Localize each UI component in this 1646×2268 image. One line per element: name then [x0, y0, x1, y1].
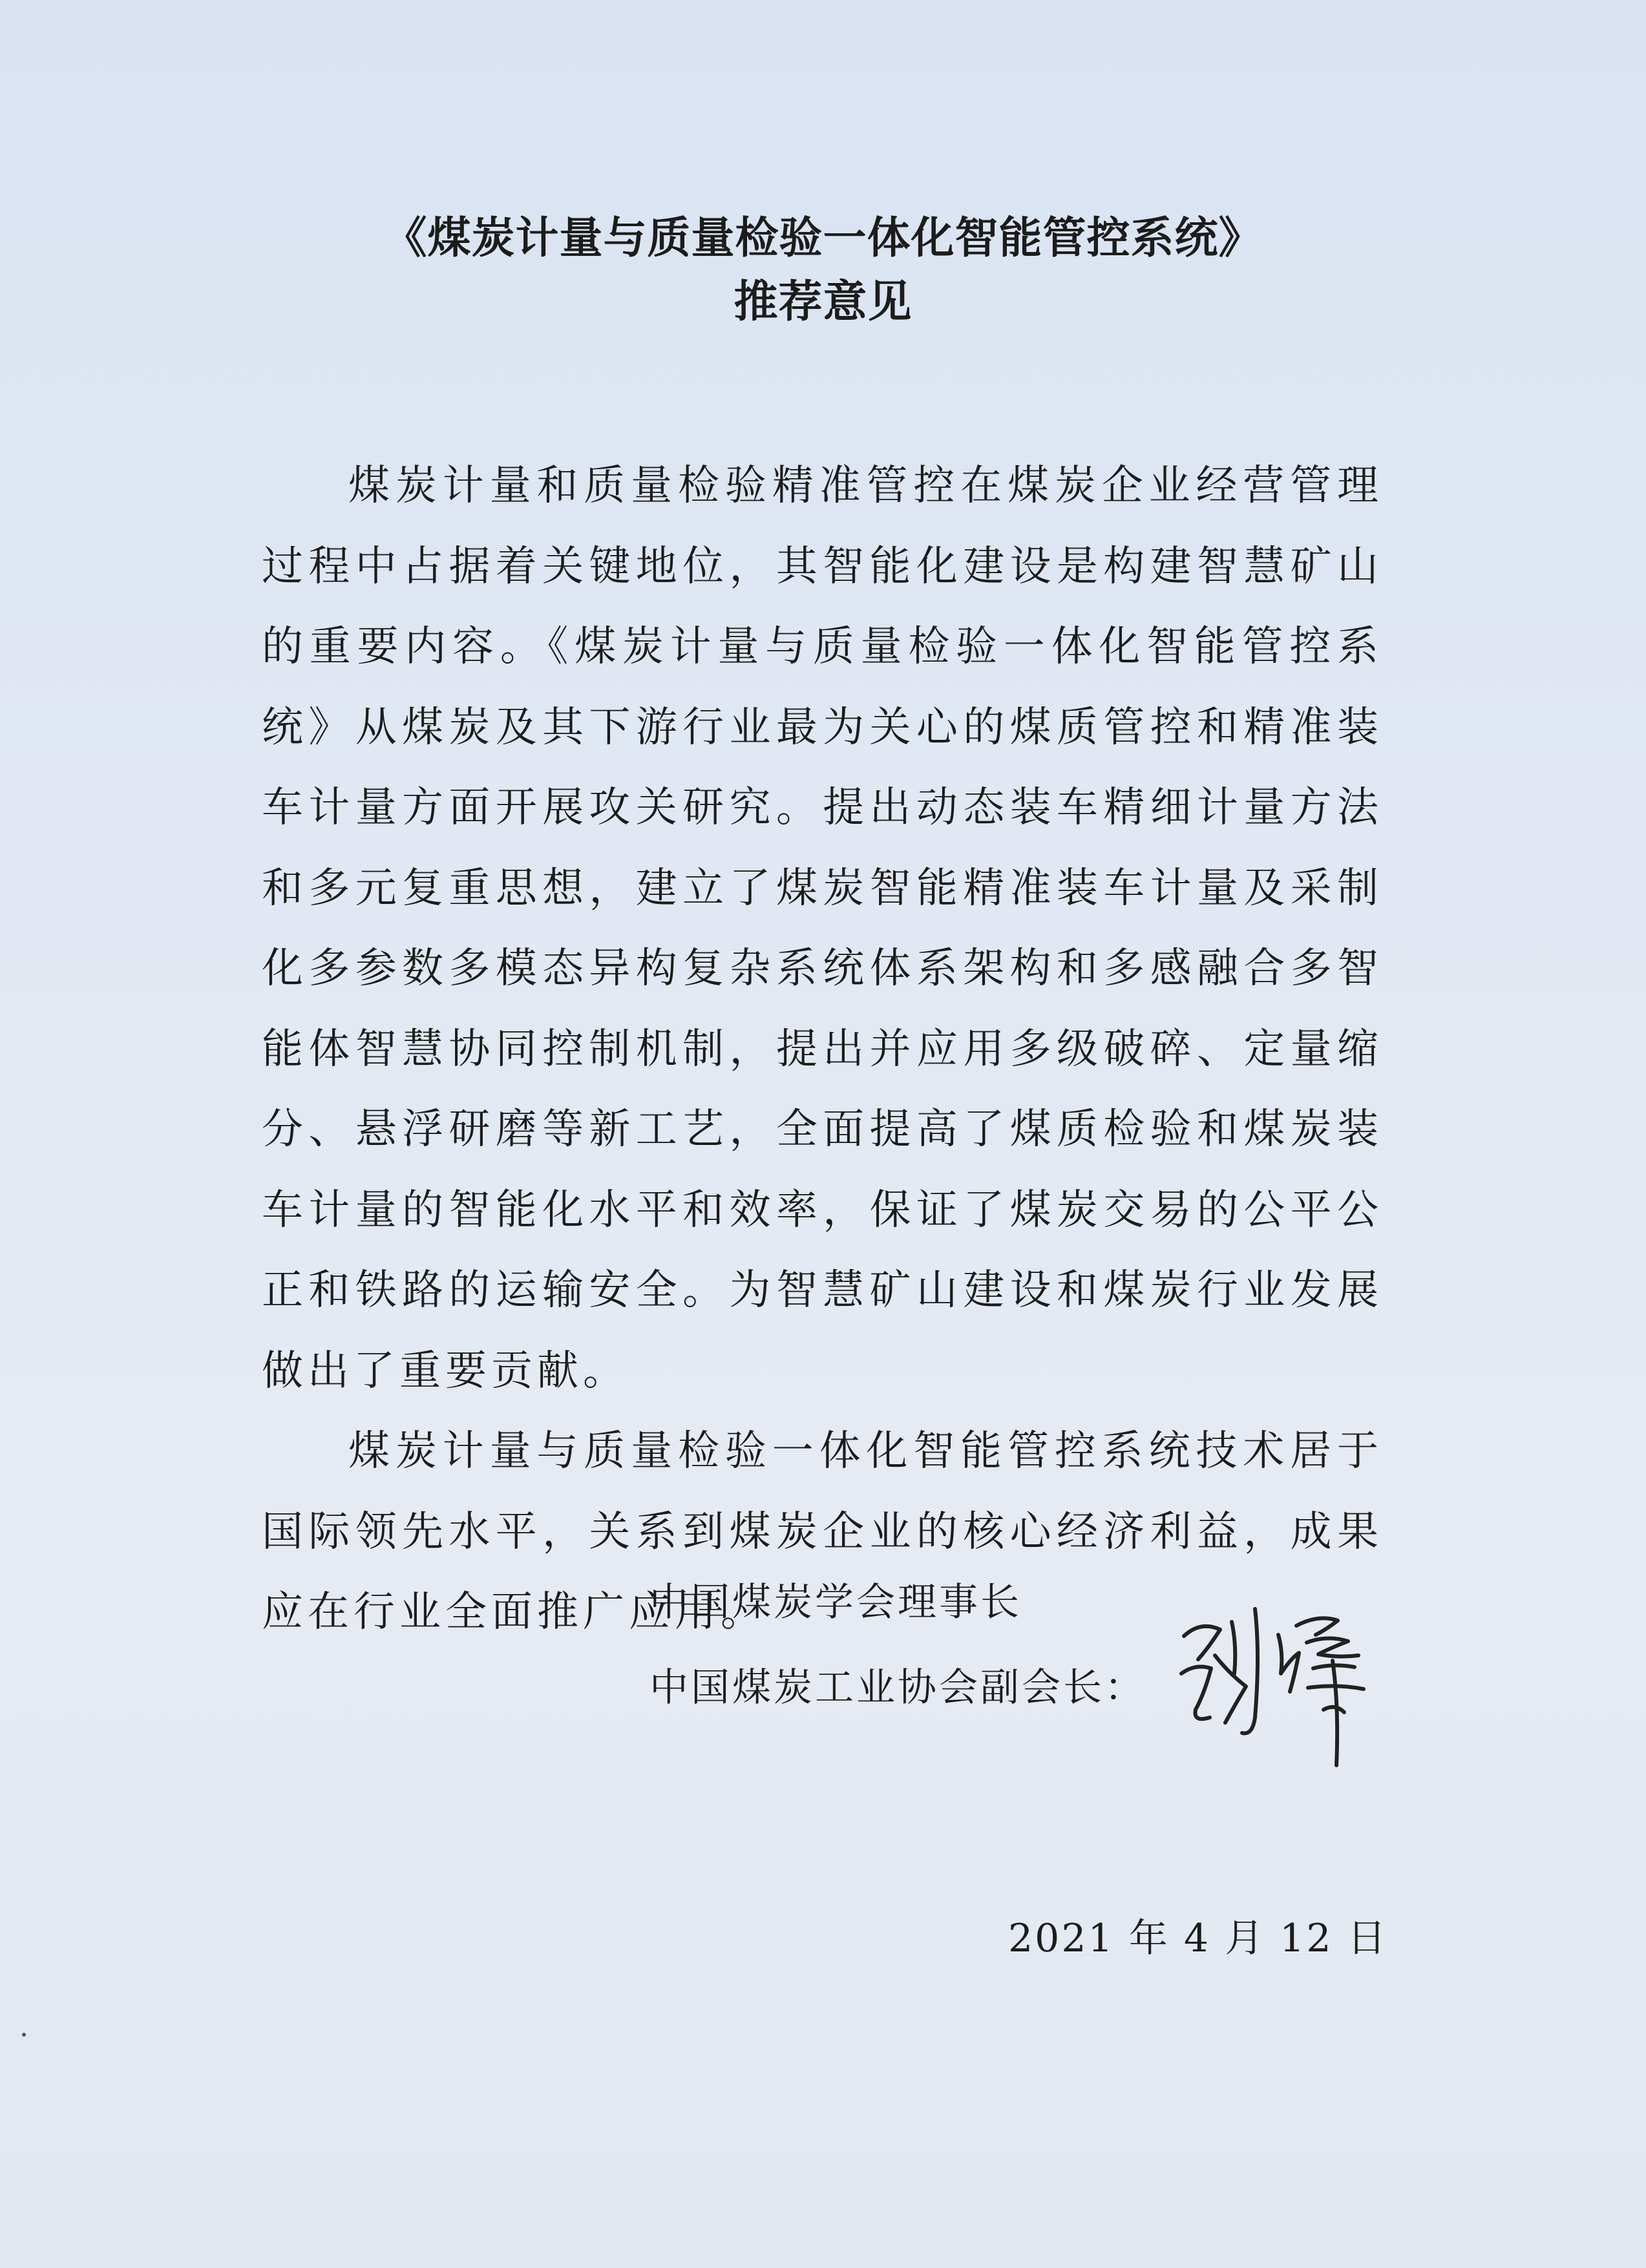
body-paragraph: 煤炭计量和质量检验精准管控在煤炭企业经营管理过程中占据着关键地位，其智能化建设是构建智慧矿山的重要内容。《煤炭计量与质量检验一体化智能管控系统》从煤炭及其下游行业最为关心的煤质管控和精准装车计量方面开展攻关研究。提出动态装车精细计量方法和多元复重思想，建立了煤炭智能精准装车计量及采制化多参数多模态异构复杂系统体系架构和多感融合多智能体智慧协同控制机制，提出并应用多级破碎、定量缩分、悬浮研磨等新工艺，全面提高了煤质检验和煤炭装车计量的智能化水平和效率，保证了煤炭交易的公平公正和铁路的运输安全。为智慧矿山建设和煤炭行业发展做出了重要贡献。 — [262, 462, 1383, 1395]
signatory-title-1: 中国煤炭学会理事长 — [649, 1580, 1022, 1625]
document-date: 2021 年 4 月 12 日 — [1008, 1916, 1388, 1961]
document-title — [0, 205, 1646, 335]
title-line-main: 《煤炭计量与质量检验一体化智能管控系统》 — [383, 213, 1263, 263]
title-line-subtitle: 推荐意见 — [733, 277, 913, 328]
scan-speck — [22, 2033, 26, 2037]
handwritten-signature — [1170, 1596, 1377, 1783]
body-paragraph: 煤炭计量与质量检验一体化智能管控系统技术居于国际领先水平，关系到煤炭企业的核心经济利益，成果应在行业全面推广应用。 — [262, 1427, 1383, 1636]
signatory-title-2: 中国煤炭工业协会副会长： — [649, 1665, 1146, 1710]
document-body — [262, 446, 1383, 1653]
